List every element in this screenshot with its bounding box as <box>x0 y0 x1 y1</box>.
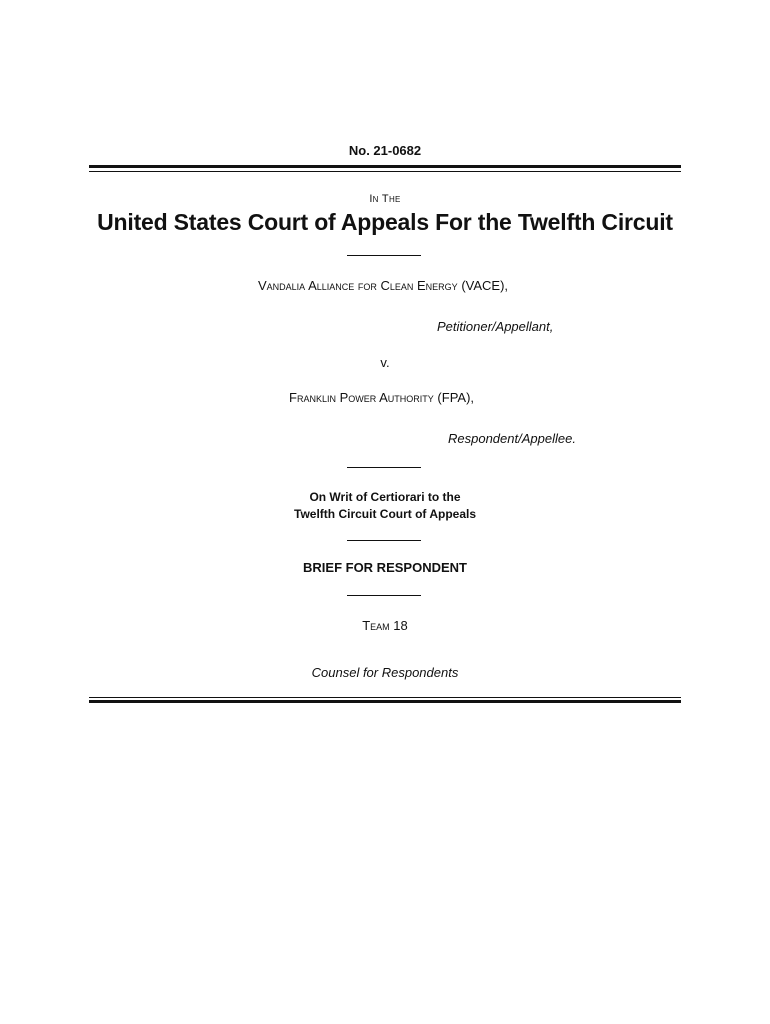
petitioner-line <box>258 278 508 293</box>
top-double-rule <box>89 165 681 173</box>
separator-3 <box>347 540 421 541</box>
petitioner-abbrev: (VACE), <box>461 278 509 293</box>
team-label: Team 18 <box>362 618 408 633</box>
versus: v. <box>380 355 390 370</box>
writ-line-1: On Writ of Certiorari to the <box>309 490 461 504</box>
separator-1 <box>347 255 421 256</box>
bottom-double-rule <box>89 697 681 705</box>
separator-2 <box>347 467 421 468</box>
writ-line-2: Twelfth Circuit Court of Appeals <box>294 507 476 521</box>
separator-4 <box>347 595 421 596</box>
petitioner-role: Petitioner/Appellant, <box>437 319 554 334</box>
brief-title: BRIEF FOR RESPONDENT <box>303 560 467 575</box>
respondent-role: Respondent/Appellee. <box>448 431 576 446</box>
petitioner-name: Vandalia Alliance for Clean Energy <box>258 278 458 293</box>
respondent-name: Franklin Power Authority <box>289 390 434 405</box>
docket-number: No. 21-0682 <box>348 143 422 158</box>
respondent-line <box>289 390 474 405</box>
court-title: United States Court of Appeals For the Twelfth Circuit <box>97 209 673 235</box>
respondent-abbrev: (FPA), <box>437 390 475 405</box>
in-the-label: In The <box>369 193 401 205</box>
counsel-label: Counsel for Respondents <box>311 665 459 680</box>
